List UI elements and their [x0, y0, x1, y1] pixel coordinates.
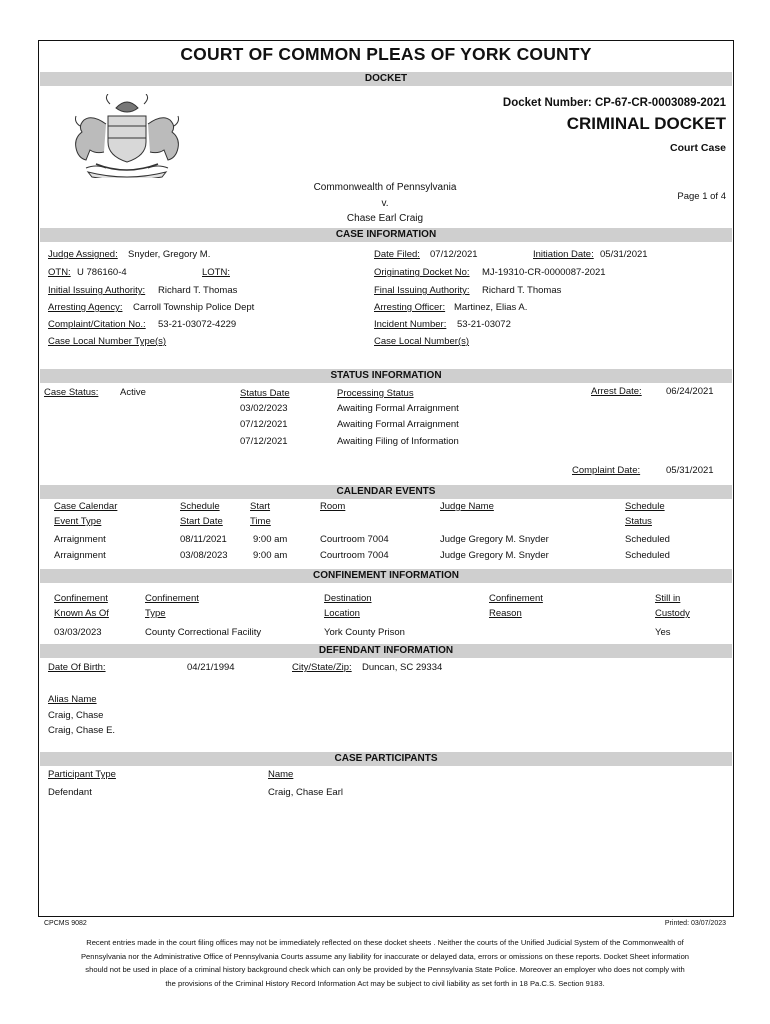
docket-number: Docket Number: CP-67-CR-0003089-2021	[502, 97, 726, 109]
confinement-reason-header: Confinement	[489, 593, 543, 604]
calendar-event-type: Arraignment	[54, 534, 106, 545]
status-row-date: 07/12/2021	[240, 436, 288, 447]
confinement-known-as-of-header: Known As Of	[54, 608, 109, 619]
calendar-status-header: Schedule	[625, 501, 665, 512]
destination-location-header: Destination	[324, 593, 372, 604]
complaint-date-value: 05/31/2021	[666, 465, 714, 476]
calendar-room-header: Room	[320, 501, 346, 512]
confinement-known-as-of-header: Confinement	[54, 593, 108, 604]
calendar-judge: Judge Gregory M. Snyder	[440, 550, 549, 561]
status-row-status: Awaiting Filing of Information	[337, 436, 459, 447]
confinement-type: County Correctional Facility	[145, 627, 262, 638]
confinement-type-header: Type	[145, 608, 166, 619]
judge-assigned-value: Snyder, Gregory M.	[128, 249, 211, 260]
calendar-start-date-header: Start Date	[180, 516, 223, 527]
case-participants-bar: CASE PARTICIPANTS	[40, 752, 732, 766]
complaint-date-label: Complaint Date:	[572, 465, 641, 476]
calendar-room: Courtroom 7004	[320, 550, 389, 561]
status-date-header: Status Date	[240, 388, 290, 399]
case-kind: Court Case	[669, 142, 726, 154]
complaint-citation-value: 53-21-03072-4229	[158, 319, 237, 330]
defendant-information-bar: DEFENDANT INFORMATION	[40, 644, 732, 658]
still-in-custody-header: Custody	[655, 608, 690, 619]
status-information-bar: STATUS INFORMATION	[40, 369, 732, 383]
confinement-known-as-of: 03/03/2023	[54, 627, 102, 638]
disclaimer-text: Recent entries made in the court filing offices may not be immediately reflected on these docket sheets . Neither the courts of the Unified Judicial System of the Commonwealth of Pennsylvania nor the Administrative Office of Pennsylvania Courts assume any liability for inaccurate or delayed data, errors or omissions on these reports. Docket Sheet information should not be used in place of a criminal history background check which can only be provided by the Pennsylvania State Police. Moreover an employer who does not comply with the provisions of the Criminal History Record Information Act may be subject to civil liability as set forth in 18 Pa.C.S. Section 9183.	[80, 938, 690, 988]
otn-label: OTN:	[48, 267, 71, 278]
lotn-label: LOTN:	[202, 267, 230, 278]
status-row-status: Awaiting Formal Arraignment	[337, 403, 459, 414]
incident-number-value: 53-21-03072	[457, 319, 511, 330]
participant-name: Craig, Chase Earl	[268, 787, 343, 798]
docket-type: CRIMINAL DOCKET	[566, 114, 726, 133]
date-of-birth-label: Date Of Birth:	[48, 662, 106, 673]
caption-versus: v.	[381, 198, 389, 209]
date-filed-label: Date Filed:	[374, 249, 420, 260]
calendar-schedule-status: Scheduled	[625, 550, 670, 561]
alias-name: Craig, Chase E.	[48, 725, 116, 736]
final-issuing-authority-label: Final Issuing Authority:	[374, 285, 470, 296]
participant-type-header: Participant Type	[48, 769, 116, 780]
destination-location-header: Location	[324, 608, 360, 619]
processing-status-header: Processing Status	[337, 388, 414, 399]
form-id: CPCMS 9082	[44, 920, 87, 927]
case-status-value: Active	[120, 387, 146, 398]
arresting-officer-value: Martinez, Elias A.	[454, 302, 528, 313]
calendar-start-date: 03/08/2023	[180, 550, 228, 561]
calendar-room: Courtroom 7004	[320, 534, 389, 545]
confinement-information-bar: CONFINEMENT INFORMATION	[40, 569, 732, 583]
city-state-zip-value: Duncan, SC 29334	[362, 662, 443, 673]
alias-name: Craig, Chase	[48, 710, 104, 721]
calendar-start-time: 9:00 am	[253, 534, 288, 545]
initial-issuing-authority-label: Initial Issuing Authority:	[48, 285, 146, 296]
still-in-custody-header: Still in	[655, 593, 681, 604]
final-issuing-authority-value: Richard T. Thomas	[482, 285, 562, 296]
status-row-date: 07/12/2021	[240, 419, 288, 430]
confinement-type-header: Confinement	[145, 593, 199, 604]
calendar-start-time-header: Start	[250, 501, 271, 512]
status-row-status: Awaiting Formal Arraignment	[337, 419, 459, 430]
calendar-event-type: Arraignment	[54, 550, 106, 561]
originating-docket-label: Originating Docket No:	[374, 267, 470, 278]
arresting-agency-value: Carroll Township Police Dept	[133, 302, 255, 313]
calendar-status-header: Status	[625, 516, 652, 527]
arresting-officer-label: Arresting Officer:	[374, 302, 446, 313]
arresting-agency-label: Arresting Agency:	[48, 302, 123, 313]
originating-docket-value: MJ-19310-CR-0000087-2021	[482, 267, 606, 278]
pennsylvania-seal-icon	[66, 94, 188, 178]
still-in-custody: Yes	[655, 627, 671, 638]
confinement-reason-header: Reason	[489, 608, 522, 619]
calendar-event-header: Case Calendar	[54, 501, 118, 512]
initial-issuing-authority-value: Richard T. Thomas	[158, 285, 238, 296]
participant-type: Defendant	[48, 787, 92, 798]
calendar-judge-header: Judge Name	[440, 501, 494, 512]
calendar-start-date-header: Schedule	[180, 501, 220, 512]
status-row-date: 03/02/2023	[240, 403, 288, 414]
calendar-events-bar: CALENDAR EVENTS	[40, 485, 732, 499]
arrest-date-value: 06/24/2021	[666, 386, 714, 397]
case-local-number-label: Case Local Number(s)	[374, 336, 470, 347]
incident-number-label: Incident Number:	[374, 319, 447, 330]
calendar-schedule-status: Scheduled	[625, 534, 670, 545]
calendar-start-time: 9:00 am	[253, 550, 288, 561]
page-info: Page 1 of 4	[677, 191, 726, 202]
destination-location: York County Prison	[324, 627, 405, 638]
arrest-date-label: Arrest Date:	[591, 386, 642, 397]
caption-plaintiff: Commonwealth of Pennsylvania	[313, 182, 457, 193]
initiation-date-value: 05/31/2021	[600, 249, 648, 260]
initiation-date-label: Initiation Date:	[533, 249, 594, 260]
calendar-start-date: 08/11/2021	[180, 534, 227, 545]
alias-name-header: Alias Name	[48, 694, 97, 705]
case-status-label: Case Status:	[44, 387, 99, 398]
case-information-bar: CASE INFORMATION	[40, 228, 732, 242]
date-of-birth-value: 04/21/1994	[187, 662, 235, 673]
complaint-citation-label: Complaint/Citation No.:	[48, 319, 146, 330]
city-state-zip-label: City/State/Zip:	[292, 662, 352, 673]
printed-date: Printed: 03/07/2023	[664, 920, 726, 927]
calendar-judge: Judge Gregory M. Snyder	[440, 534, 549, 545]
calendar-start-time-header: Time	[250, 516, 271, 527]
judge-assigned-label: Judge Assigned:	[48, 249, 118, 260]
date-filed-value: 07/12/2021	[430, 249, 478, 260]
calendar-event-header: Event Type	[54, 516, 102, 527]
caption-defendant: Chase Earl Craig	[346, 213, 424, 224]
court-title: COURT OF COMMON PLEAS OF YORK COUNTY	[180, 44, 592, 64]
otn-value: U 786160-4	[77, 267, 127, 278]
participant-name-header: Name	[268, 769, 294, 780]
docket-bar: DOCKET	[40, 72, 732, 86]
case-local-number-type-label: Case Local Number Type(s)	[48, 336, 167, 347]
